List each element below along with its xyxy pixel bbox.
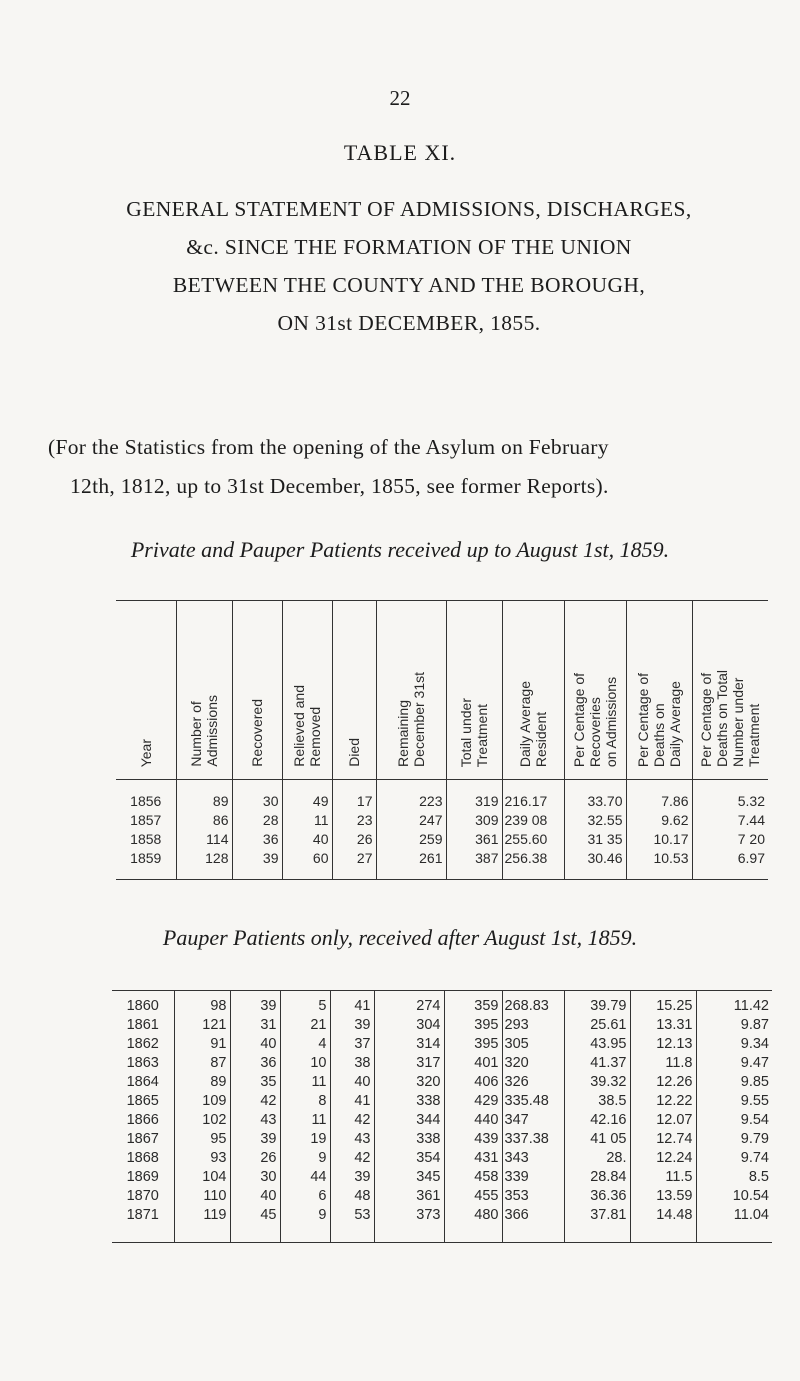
table-cell: 119 [174,1206,230,1243]
table-cell: 7.44 [692,811,768,830]
table-cell: 39.32 [564,1073,630,1092]
table-cell: 43 [330,1130,374,1149]
table-cell: 259 [376,830,446,849]
column-header-label: Relieved and Removed [291,685,323,767]
table-row [116,780,768,812]
statistics-table-one [116,600,768,880]
table-cell: 36.36 [564,1187,630,1206]
table-cell: 268.83 [502,991,564,1017]
table-cell: 104 [174,1168,230,1187]
table-cell: 35 [230,1073,280,1092]
table-cell: 42 [230,1092,280,1111]
table-cell: 11 [280,1111,330,1130]
table-two-body [112,991,772,1243]
table-cell: 11.8 [630,1054,696,1073]
table-cell: 31 35 [564,830,626,849]
table-cell: 239 08 [502,811,564,830]
table-cell: 354 [374,1149,444,1168]
table-row [116,849,768,880]
table-row [116,811,768,830]
table-cell: 98 [174,991,230,1017]
table-cell: 5 [280,991,330,1017]
table-cell: 9.62 [626,811,692,830]
table-cell: 274 [374,991,444,1017]
table-cell: 12.07 [630,1111,696,1130]
table-cell: 9.79 [696,1130,772,1149]
table-cell: 9.87 [696,1016,772,1035]
table-cell: 89 [174,1073,230,1092]
table-cell: 458 [444,1168,502,1187]
table-cell: 359 [444,991,502,1017]
table-row [112,1073,772,1092]
table-cell: 33.70 [564,780,626,812]
column-header [232,601,282,780]
table-cell: 15.25 [630,991,696,1017]
table-cell: 11 [282,811,332,830]
table-cell: 43 [230,1111,280,1130]
table-cell: 31 [230,1016,280,1035]
table-cell: 216.17 [502,780,564,812]
year-cell: 1856 [130,793,162,809]
table-cell: 7 20 [692,830,768,849]
table-cell: 13.59 [630,1187,696,1206]
table-cell: 28 [232,811,282,830]
heading-line: BETWEEN THE COUNTY AND THE BOROUGH, [172,273,646,297]
heading-line: &c. SINCE THE FORMATION OF THE UNION [186,235,632,259]
table-cell: 25.61 [564,1016,630,1035]
column-header [502,601,564,780]
year-cell: 1870 [126,1188,159,1204]
table-cell: 41 05 [564,1130,630,1149]
table-row [112,1130,772,1149]
section-two-title: Pauper Patients only, received after August 1st, 1859. [162,925,638,950]
table-cell: 401 [444,1054,502,1073]
table-cell: 10.54 [696,1187,772,1206]
table-cell: 7.86 [626,780,692,812]
table-cell: 406 [444,1073,502,1092]
table-cell: 10.53 [626,849,692,880]
table-cell: 6.97 [692,849,768,880]
column-header-label: Remaining December 31st [395,672,427,767]
column-header-label: Per Centage of Deaths on Total Number under Treatment [698,669,763,767]
table-cell: 480 [444,1206,502,1243]
table-cell: 347 [502,1111,564,1130]
table-cell: 335.48 [502,1092,564,1111]
year-cell: 1868 [126,1150,159,1166]
table-cell: 49 [282,780,332,812]
table-cell: 255.60 [502,830,564,849]
table-row [112,1187,772,1206]
table-cell: 304 [374,1016,444,1035]
table-cell: 19 [280,1130,330,1149]
column-header [376,601,446,780]
column-header [626,601,692,780]
statistics-note [48,428,798,506]
table-row [112,991,772,1017]
table-cell: 4 [280,1035,330,1054]
year-cell: 1864 [126,1074,159,1090]
table-cell: 345 [374,1168,444,1187]
table-cell: 40 [282,830,332,849]
column-header-label: Per Centage of Deaths on Daily Average [635,672,683,767]
table-cell: 337.38 [502,1130,564,1149]
table-cell: 9.55 [696,1092,772,1111]
table-row [112,1149,772,1168]
table-cell: 293 [502,1016,564,1035]
table-cell: 43.95 [564,1035,630,1054]
table-cell: 10 [280,1054,330,1073]
table-cell: 36 [230,1054,280,1073]
table-cell: 9 [280,1206,330,1243]
column-header [332,601,376,780]
table-cell: 26 [332,830,376,849]
table-cell: 40 [230,1035,280,1054]
table-cell: 37.81 [564,1206,630,1243]
table-cell: 41 [330,1092,374,1111]
table-cell: 320 [374,1073,444,1092]
table-cell: 338 [374,1130,444,1149]
table-cell: 48 [330,1187,374,1206]
table-cell: 11.5 [630,1168,696,1187]
table-cell: 91 [174,1035,230,1054]
table-cell: 256.38 [502,849,564,880]
table-cell: 42.16 [564,1111,630,1130]
table-cell: 42 [330,1149,374,1168]
table-cell: 326 [502,1073,564,1092]
table-cell: 11.42 [696,991,772,1017]
table-cell: 439 [444,1130,502,1149]
table-cell: 23 [332,811,376,830]
table-row [112,1054,772,1073]
table-cell: 353 [502,1187,564,1206]
column-header [446,601,502,780]
column-header-label: Daily Average Resident [517,680,549,767]
table-cell: 28.84 [564,1168,630,1187]
table-cell: 14.48 [630,1206,696,1243]
heading-line: GENERAL STATEMENT OF ADMISSIONS, DISCHARGES, [126,197,692,221]
table-cell: 387 [446,849,502,880]
table-cell: 45 [230,1206,280,1243]
column-header [692,601,768,780]
table-cell: 5.32 [692,780,768,812]
table-row [116,830,768,849]
table-cell: 12.26 [630,1073,696,1092]
year-cell: 1871 [126,1207,159,1223]
heading-line: ON 31st DECEMBER, 1855. [277,311,541,335]
table-cell: 114 [176,830,232,849]
table-cell: 38 [330,1054,374,1073]
column-header-label: Year [137,738,154,767]
table-cell: 41 [330,991,374,1017]
table-cell: 39 [230,991,280,1017]
column-header-row [116,601,768,780]
table-cell: 110 [174,1187,230,1206]
note-line: 12th, 1812, up to 31st December, 1855, see former Reports). [70,474,609,498]
year-cell: 1861 [126,1017,159,1033]
table-cell: 320 [502,1054,564,1073]
table-cell: 429 [444,1092,502,1111]
table-cell: 247 [376,811,446,830]
table-row [112,1206,772,1243]
section-one-title: Private and Pauper Patients received up to August 1st, 1859. [130,537,670,562]
page-number: 22 [389,86,411,110]
table-cell: 8.5 [696,1168,772,1187]
table-row [112,1111,772,1130]
column-header-label: Per Centage of Recoveries on Admissions [571,672,619,767]
table-cell: 11 [280,1073,330,1092]
table-cell: 109 [174,1092,230,1111]
table-cell: 9.34 [696,1035,772,1054]
table-cell: 305 [502,1035,564,1054]
table-cell: 12.13 [630,1035,696,1054]
table-cell: 440 [444,1111,502,1130]
table-cell: 9.54 [696,1111,772,1130]
table-cell: 121 [174,1016,230,1035]
table-cell: 37 [330,1035,374,1054]
table-cell: 36 [232,830,282,849]
table-cell: 128 [176,849,232,880]
table-cell: 9.74 [696,1149,772,1168]
table-cell: 87 [174,1054,230,1073]
table-cell: 344 [374,1111,444,1130]
table-row [112,1035,772,1054]
year-cell: 1866 [126,1112,159,1128]
table-cell: 30 [232,780,282,812]
table-cell: 32.55 [564,811,626,830]
year-cell: 1859 [130,850,162,866]
table-cell: 39.79 [564,991,630,1017]
column-header [176,601,232,780]
year-cell: 1865 [126,1093,159,1109]
table-cell: 261 [376,849,446,880]
year-cell: 1869 [126,1169,159,1185]
table-cell: 366 [502,1206,564,1243]
table-cell: 223 [376,780,446,812]
year-cell: 1857 [130,812,162,828]
table-cell: 12.22 [630,1092,696,1111]
document-heading [24,190,794,342]
table-cell: 17 [332,780,376,812]
table-cell: 431 [444,1149,502,1168]
table-cell: 42 [330,1111,374,1130]
year-cell: 1867 [126,1131,159,1147]
table-cell: 455 [444,1187,502,1206]
table-cell: 373 [374,1206,444,1243]
table-cell: 53 [330,1206,374,1243]
table-cell: 11.04 [696,1206,772,1243]
table-cell: 13.31 [630,1016,696,1035]
table-cell: 21 [280,1016,330,1035]
table-cell: 30 [230,1168,280,1187]
table-cell: 40 [330,1073,374,1092]
table-cell: 38.5 [564,1092,630,1111]
table-cell: 338 [374,1092,444,1111]
table-cell: 102 [174,1111,230,1130]
table-row [112,1016,772,1035]
table-cell: 343 [502,1149,564,1168]
table-cell: 95 [174,1130,230,1149]
table-row [112,1092,772,1111]
table-cell: 319 [446,780,502,812]
table-cell: 314 [374,1035,444,1054]
table-cell: 9.85 [696,1073,772,1092]
table-cell: 12.74 [630,1130,696,1149]
column-header-label: Number of Admissions [188,695,220,767]
table-cell: 39 [232,849,282,880]
table-cell: 89 [176,780,232,812]
table-cell: 395 [444,1035,502,1054]
table-cell: 28. [564,1149,630,1168]
table-cell: 93 [174,1149,230,1168]
table-cell: 12.24 [630,1149,696,1168]
column-header-label: Recovered [249,699,265,767]
table-cell: 86 [176,811,232,830]
table-cell: 395 [444,1016,502,1035]
table-cell: 317 [374,1054,444,1073]
table-cell: 309 [446,811,502,830]
table-cell: 361 [374,1187,444,1206]
table-cell: 26 [230,1149,280,1168]
table-cell: 8 [280,1092,330,1111]
table-cell: 10.17 [626,830,692,849]
column-header [564,601,626,780]
table-row [112,1168,772,1187]
table-cell: 41.37 [564,1054,630,1073]
table-cell: 60 [282,849,332,880]
table-cell: 30.46 [564,849,626,880]
table-title: TABLE XI. [343,140,457,165]
table-cell: 39 [230,1130,280,1149]
table-cell: 27 [332,849,376,880]
table-one-body [116,780,768,880]
table-cell: 40 [230,1187,280,1206]
table-cell: 39 [330,1168,374,1187]
column-header [116,601,176,780]
column-header [282,601,332,780]
note-line: (For the Statistics from the opening of the Asylum on February [48,435,609,459]
year-cell: 1858 [130,831,162,847]
year-cell: 1862 [126,1036,159,1052]
column-header-label: Total under Treatment [458,697,490,767]
year-cell: 1863 [126,1055,159,1071]
column-header-label: Died [346,738,362,767]
year-cell: 1860 [126,998,159,1014]
table-cell: 39 [330,1016,374,1035]
table-cell: 361 [446,830,502,849]
table-cell: 339 [502,1168,564,1187]
table-cell: 6 [280,1187,330,1206]
statistics-table-two [112,990,772,1243]
table-cell: 9.47 [696,1054,772,1073]
table-cell: 9 [280,1149,330,1168]
table-cell: 44 [280,1168,330,1187]
